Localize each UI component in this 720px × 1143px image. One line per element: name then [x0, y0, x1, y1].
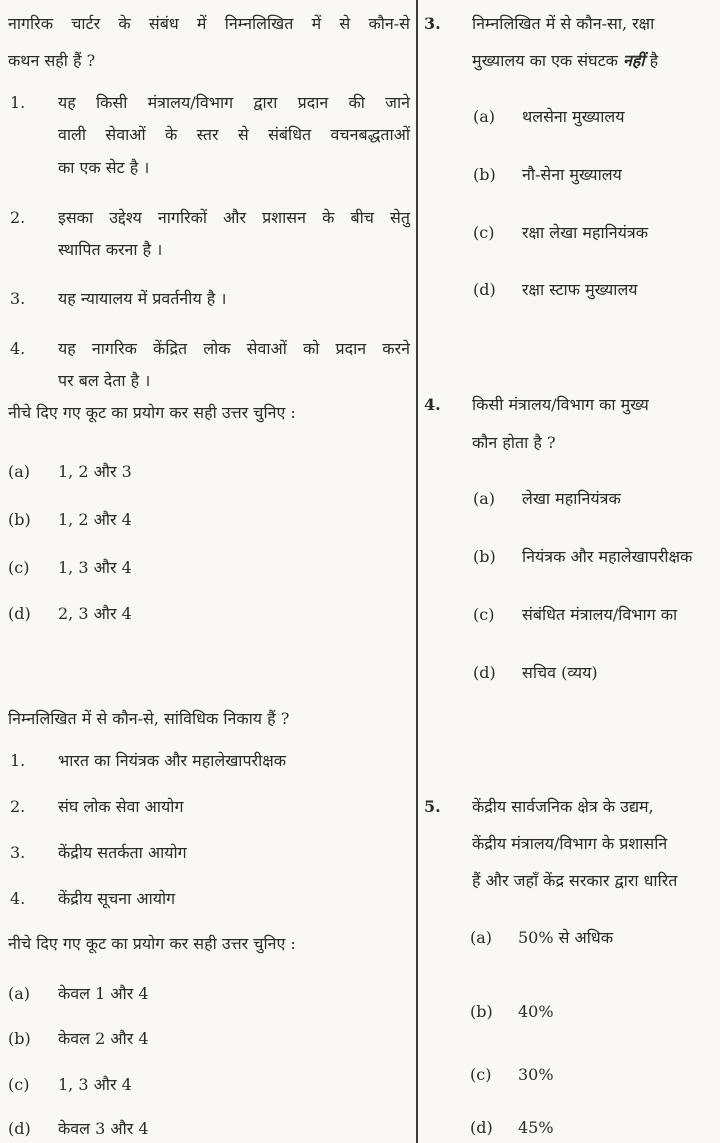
- option-text: 1, 2 और 4: [58, 510, 132, 529]
- option-label: (b): [473, 547, 496, 566]
- option-text: 50% से अधिक: [518, 928, 614, 947]
- statement-number: 4.: [10, 889, 26, 908]
- question-stem: निम्नलिखित में से कौन-से, सांविधिक निकाय हैं ?: [8, 709, 290, 728]
- option-text: केवल 1 और 4: [58, 984, 149, 1003]
- option-label: (a): [473, 107, 496, 126]
- statement-text: स्थापित करना है ।: [58, 240, 163, 259]
- question-number: 3.: [424, 14, 441, 33]
- question-number: 5.: [424, 797, 441, 816]
- option-text: नौ-सेना मुख्यालय: [522, 165, 622, 184]
- question-stem: कौन होता है ?: [472, 433, 556, 452]
- statement-number: 3.: [10, 289, 26, 308]
- option-label: (b): [8, 510, 31, 529]
- option-label: (c): [470, 1065, 492, 1084]
- statement-text: इसका उद्देश्य नागरिकों और प्रशासन के बीच सेतु: [58, 208, 410, 227]
- question-stem: हैं और जहाँ केंद्र सरकार द्वारा धारित: [472, 871, 678, 890]
- option-text: रक्षा स्टाफ मुख्यालय: [522, 280, 638, 299]
- statement-number: 3.: [10, 843, 26, 862]
- option-text: संबंधित मंत्रालय/विभाग का: [522, 605, 678, 624]
- option-label: (b): [473, 165, 496, 184]
- option-text: 2, 3 और 4: [58, 604, 132, 623]
- question-stem: नागरिक चार्टर के संबंध में निम्नलिखित में से कौन-से: [8, 14, 410, 33]
- question-stem: केंद्रीय सार्वजनिक क्षेत्र के उद्यम,: [472, 797, 654, 816]
- option-text: 1, 2 और 3: [58, 462, 132, 481]
- statement-text: यह नागरिक केंद्रित लोक सेवाओं को प्रदान करने: [58, 339, 410, 358]
- option-text: 30%: [518, 1065, 554, 1084]
- question-stem: केंद्रीय मंत्रालय/विभाग के प्रशासनि: [472, 834, 668, 853]
- statement-text: यह न्यायालय में प्रवर्तनीय है ।: [58, 289, 227, 308]
- option-label: (a): [8, 984, 31, 1003]
- option-label: (d): [473, 663, 496, 682]
- option-text: थलसेना मुख्यालय: [522, 107, 625, 126]
- option-text: केवल 2 और 4: [58, 1029, 149, 1048]
- option-label: (a): [470, 928, 493, 947]
- statement-number: 2.: [10, 208, 26, 227]
- question-stem: किसी मंत्रालय/विभाग का मुख्य: [472, 395, 649, 414]
- option-label: (d): [8, 604, 31, 623]
- instruction-text: नीचे दिए गए कूट का प्रयोग कर सही उत्तर चुनिए :: [8, 403, 296, 422]
- option-text: 1, 3 और 4: [58, 558, 132, 577]
- statement-text: वाली सेवाओं के स्तर से संबंधित वचनबद्धताओं: [58, 125, 410, 144]
- statement-text: केंद्रीय सूचना आयोग: [58, 889, 176, 908]
- option-label: (b): [470, 1002, 493, 1021]
- option-text: 1, 3 और 4: [58, 1075, 132, 1094]
- statement-text: पर बल देता है ।: [58, 371, 151, 390]
- option-text: लेखा महानियंत्रक: [522, 489, 621, 508]
- option-label: (c): [473, 223, 495, 242]
- statement-number: 1.: [10, 93, 26, 112]
- statement-number: 2.: [10, 797, 26, 816]
- option-text: रक्षा लेखा महानियंत्रक: [522, 223, 649, 242]
- option-label: (b): [8, 1029, 31, 1048]
- instruction-text: नीचे दिए गए कूट का प्रयोग कर सही उत्तर चुनिए :: [8, 934, 296, 953]
- question-stem: कथन सही हैं ?: [8, 51, 96, 70]
- option-text: नियंत्रक और महालेखापरीक्षक: [522, 547, 693, 566]
- emphasis-text: नहीं: [623, 51, 645, 70]
- statement-number: 1.: [10, 751, 26, 770]
- option-text: सचिव (व्यय): [522, 663, 598, 682]
- statement-text: केंद्रीय सतर्कता आयोग: [58, 843, 187, 862]
- option-text: 45%: [518, 1118, 554, 1137]
- question-number: 4.: [424, 395, 441, 414]
- option-label: (c): [8, 1075, 30, 1094]
- option-label: (a): [473, 489, 496, 508]
- statement-number: 4.: [10, 339, 26, 358]
- option-label: (c): [473, 605, 495, 624]
- question-stem: निम्नलिखित में से कौन-सा, रक्षा: [472, 14, 655, 33]
- option-label: (c): [8, 558, 30, 577]
- column-divider: [416, 0, 418, 1143]
- option-label: (d): [473, 280, 496, 299]
- option-label: (d): [470, 1118, 493, 1137]
- option-label: (d): [8, 1119, 31, 1138]
- statement-text: का एक सेट है ।: [58, 158, 150, 177]
- option-text: 40%: [518, 1002, 554, 1021]
- question-stem: मुख्यालय का एक संघटक नहीं है: [472, 51, 659, 70]
- statement-text: यह किसी मंत्रालय/विभाग द्वारा प्रदान की जाने: [58, 93, 410, 112]
- option-label: (a): [8, 462, 31, 481]
- statement-text: संघ लोक सेवा आयोग: [58, 797, 184, 816]
- option-text: केवल 3 और 4: [58, 1119, 149, 1138]
- statement-text: भारत का नियंत्रक और महालेखापरीक्षक: [58, 751, 286, 770]
